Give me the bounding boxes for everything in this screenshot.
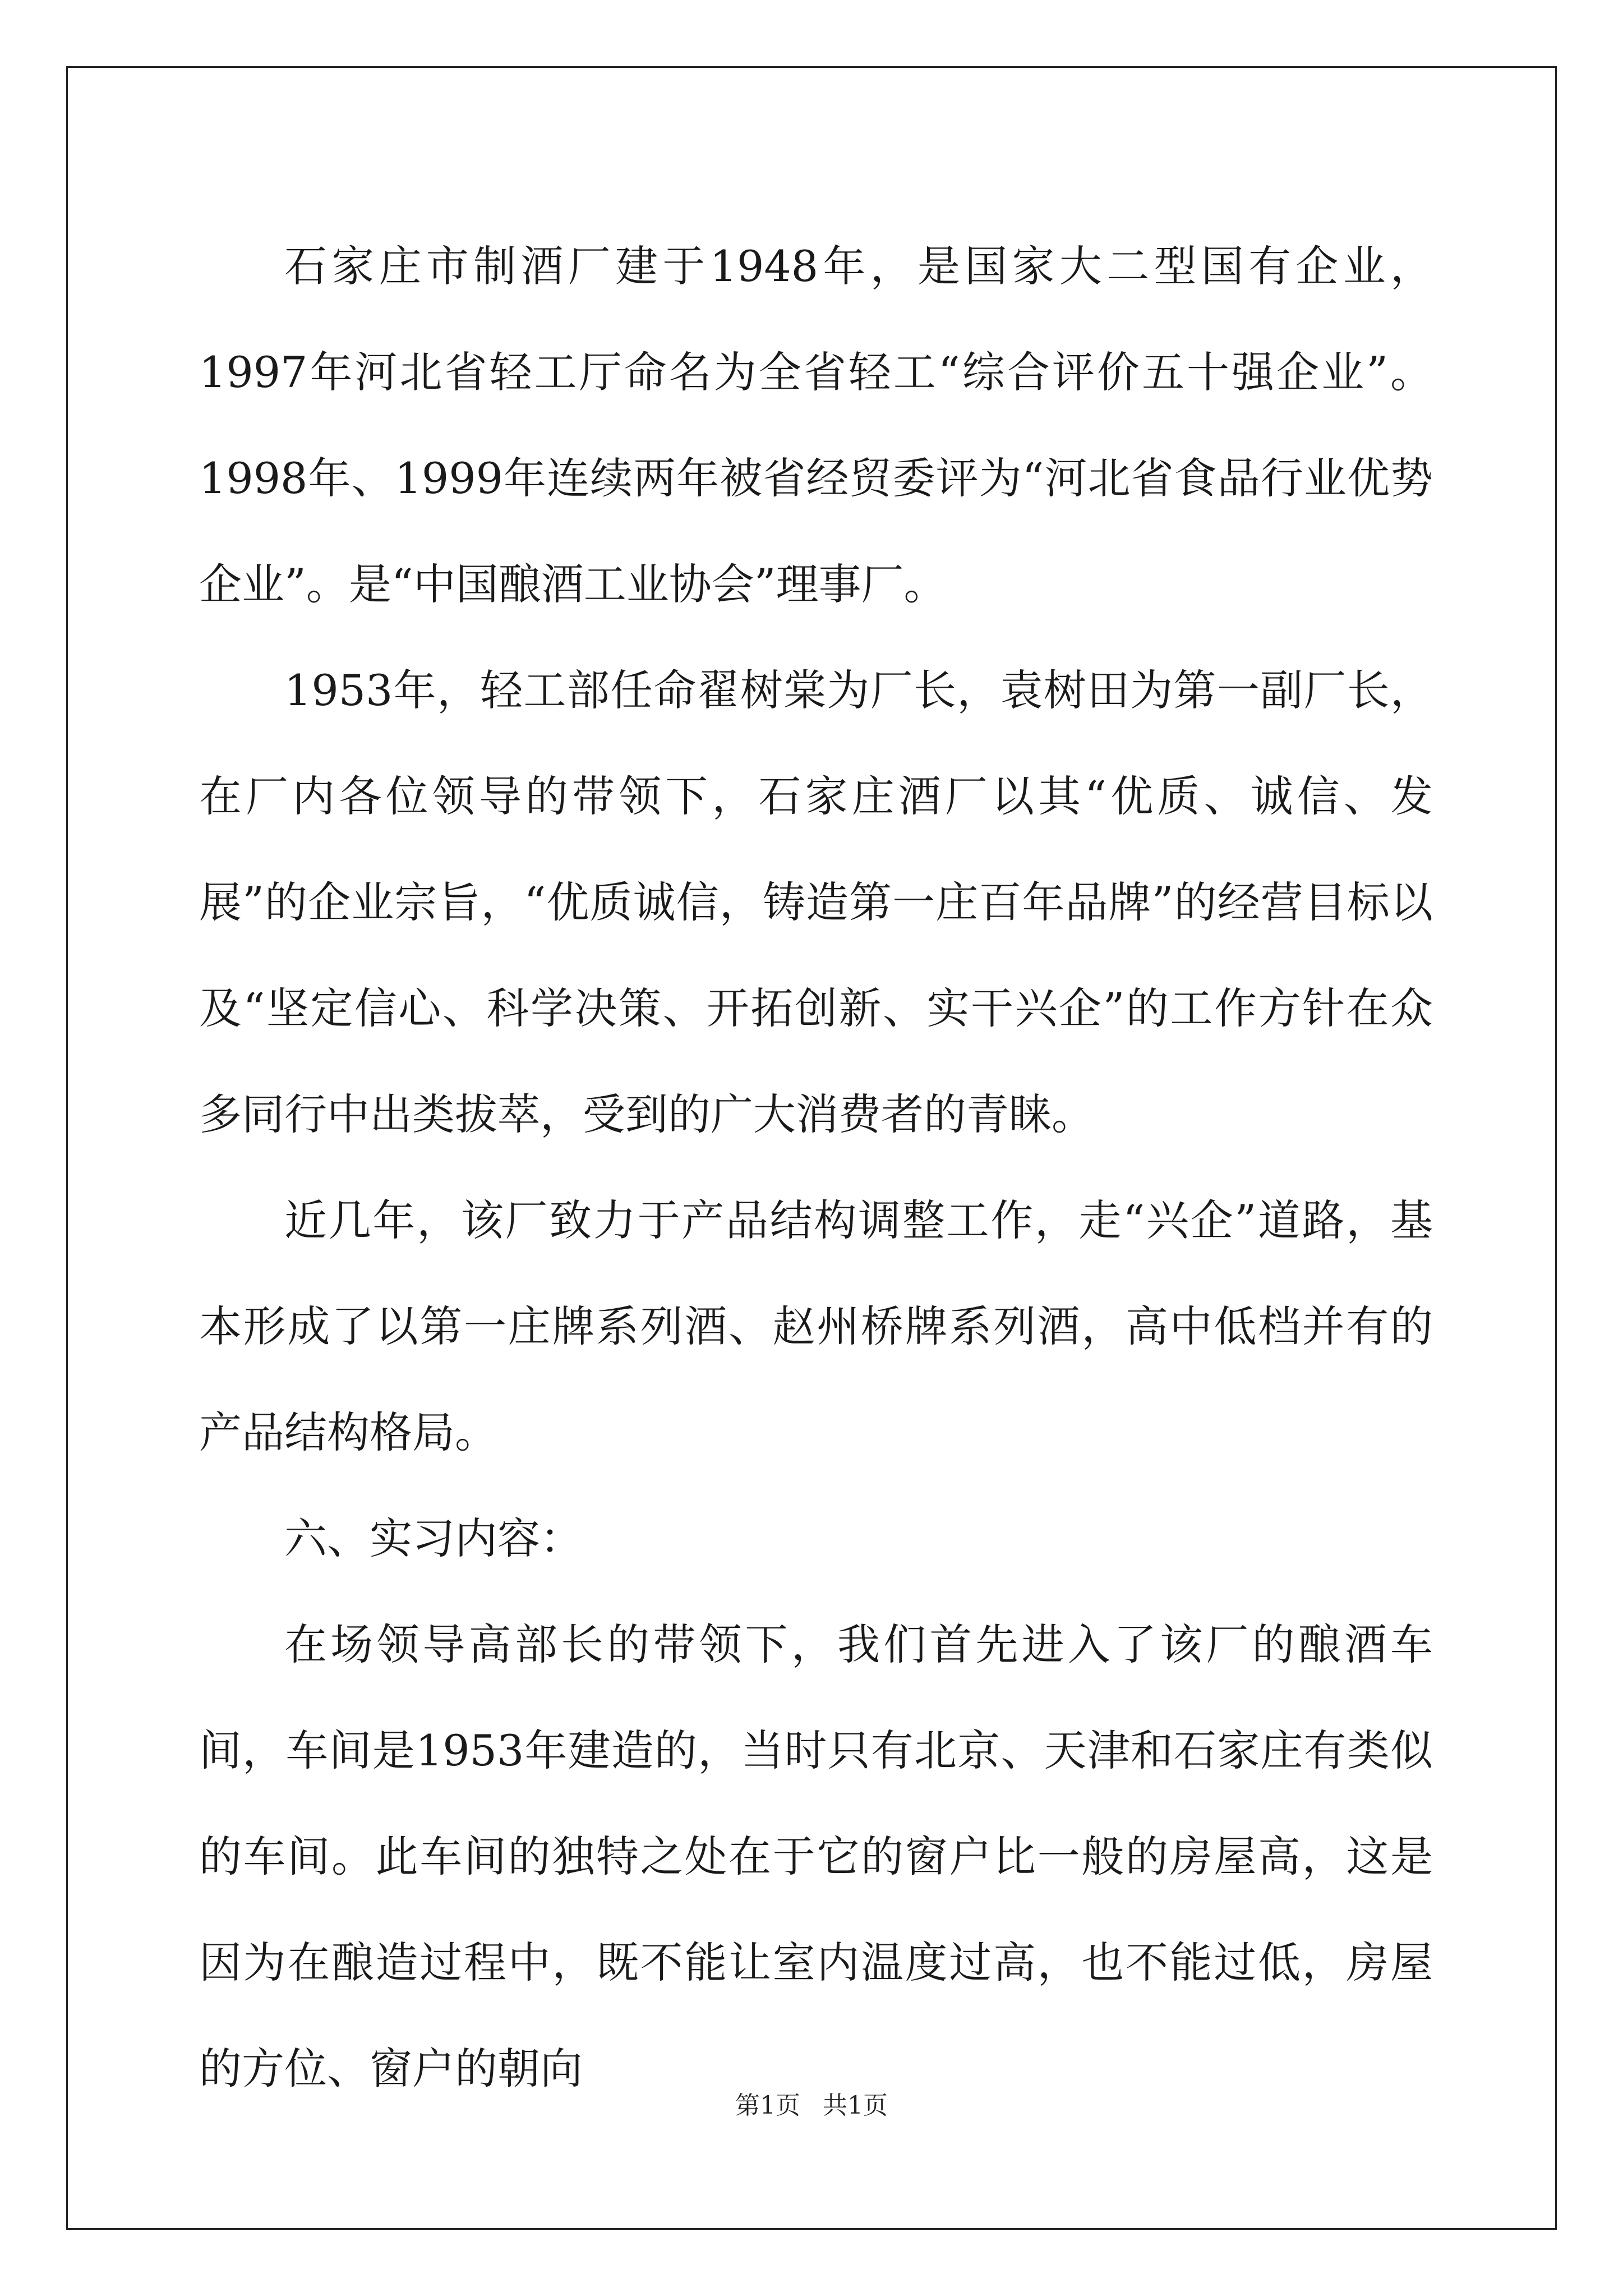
document-body [199,213,1433,2122]
paragraph-history-1953: 1953年，轻工部任命翟树棠为厂长，袁树田为第一副厂长，在厂内各位领导的带领下，石家庄酒厂以其“优质、诚信、发展”的企业宗旨，“优质诚信，铸造第一庄百年品牌”的经营目标以及“坚定信心、科学决策、开拓创新、实干兴企”的工作方针在众多同行中出类拔萃，受到的广大消费者的青睐。 [199,665,1433,1139]
page-total: 共1页 [823,2091,888,2120]
paragraph-brewing-workshop: 在场领导高部长的带领下，我们首先进入了该厂的酿酒车间，车间是1953年建造的，当时只有北京、天津和石家庄有类似的车间。此车间的独特之处在于它的窗户比一般的房屋高，这是因为在酿造过程中，既不能让室内温度过高，也不能过低，房屋的方位、窗户的朝向 [199,1619,1433,2093]
page-number: 第1页 [735,2091,800,2120]
page-footer [0,2089,1623,2123]
paragraph-company-intro: 石家庄市制酒厂建于1948年，是国家大二型国有企业，1997年河北省轻工厅命名为全省轻工“综合评价五十强企业”。1998年、1999年连续两年被省经贸委评为“河北省食品行业优势企业”。是“中国酿酒工业协会”理事厂。 [199,241,1433,609]
section-heading-internship-content: 六、实习内容： [284,1513,583,1563]
paragraph-product-structure: 近几年，该厂致力于产品结构调整工作，走“兴企”道路，基本形成了以第一庄牌系列酒、赵州桥牌系列酒，高中低档并有的产品结构格局。 [199,1195,1433,1457]
